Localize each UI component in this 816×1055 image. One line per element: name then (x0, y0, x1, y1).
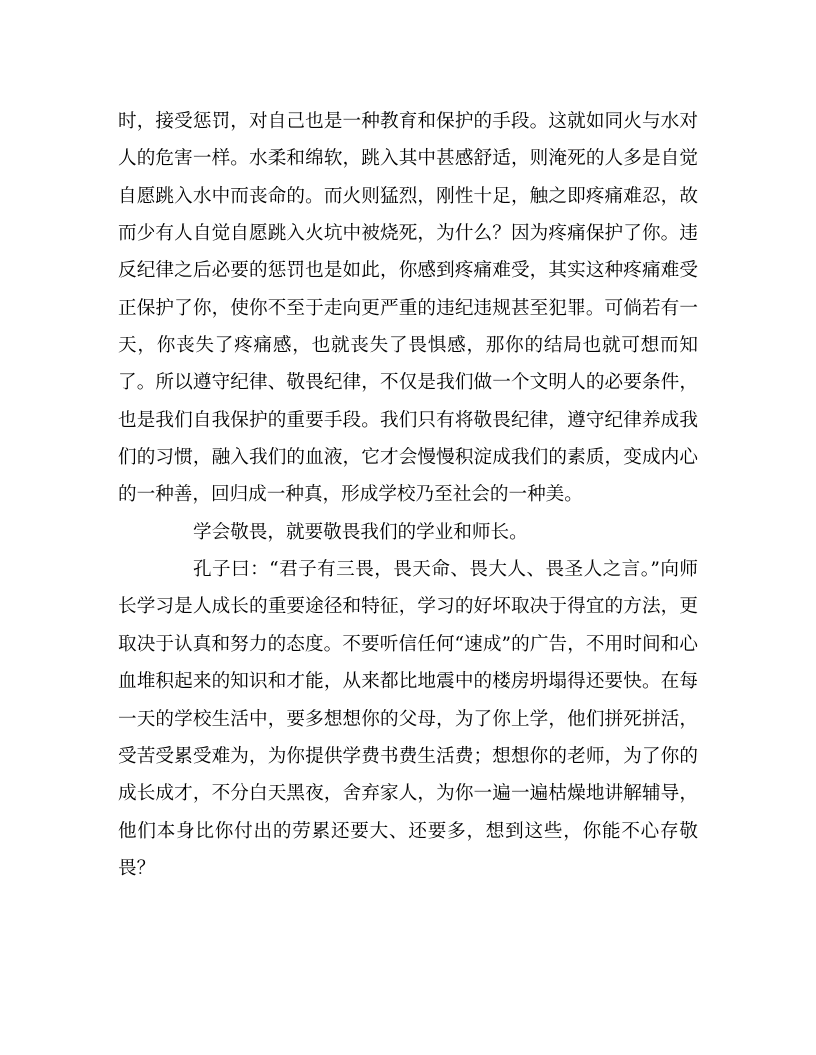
paragraph-respect-studies-heading: 学会敬畏，就要敬畏我们的学业和师长。 (193, 521, 528, 543)
document-page (118, 103, 698, 887)
paragraph-discipline-protection: 时，接受惩罚，对自己也是一种教育和保护的手段。这就如同火与水对人的危害一样。水柔和绵软，跳入其中甚感舒适，则淹死的人多是自觉自愿跳入水中而丧命的。而火则猛烈，刚性十足，触之即疼痛难忍，故而少有人自觉自愿跳入火坑中被烧死，为什么？因为疼痛保护了你。违反纪律之后必要的惩罚也是如此，你感到疼痛难受，其实这种疼痛难受正保护了你，使你不至于走向更严重的违纪违规甚至犯罪。可倘若有一天，你丧失了疼痛感，也就丧失了畏惧感，那你的结局也就可想而知了。所以遵守纪律、敬畏纪律，不仅是我们做一个文明人的必要条件，也是我们自我保护的重要手段。我们只有将敬畏纪律，遵守纪律养成我们的习惯，融入我们的血液，它才会慢慢积淀成我们的素质，变成内心的一种善，回归成一种真，形成学校乃至社会的一种美。 (118, 111, 698, 506)
paragraph-confucius-quote: 孔子曰：“君子有三畏，畏天命、畏大人、畏圣人之言。”向师长学习是人成长的重要途径和特征，学习的好坏取决于得宜的方法，更取决于认真和努力的态度。不要听信任何“速成”的广告，不用时间和心血堆积起来的知识和才能，从来都比地震中的楼房坍塌得还要快。在每一天的学校生活中，要多想想你的父母，为了你上学，他们拼死拼活，受苦受累受难为，为你提供学费书费生活费；想想你的老师，为了你的成长成才，不分白天黑夜，舍弃家人，为你一遍一遍枯燥地讲解辅导，他们本身比你付出的劳累还要大、还要多，想到这些，你能不心存敬畏？ (118, 559, 698, 879)
